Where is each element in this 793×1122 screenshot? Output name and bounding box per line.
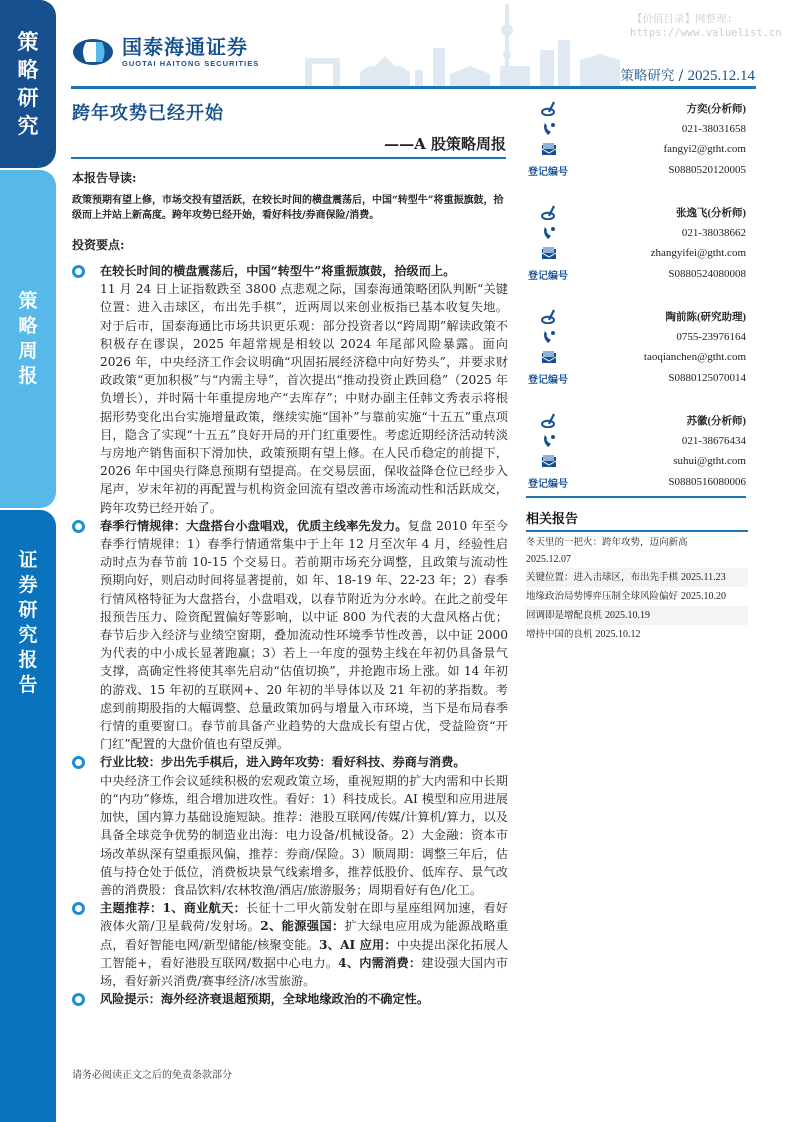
email-icon [541,349,557,365]
related-report-item[interactable] [526,587,748,606]
bullet-ring-icon [72,993,85,1006]
guide-heading: 本报告导读: [72,171,137,185]
email-icon [541,245,557,261]
related-report-date: 2025.10.20 [681,591,727,602]
analyst-name: 陶前陈(研究助理) [665,311,746,323]
related-report-date: 2025.10.12 [595,629,641,640]
analyst-rule [526,496,746,498]
side-tab-char: 报 [18,365,38,387]
report-title: 跨年攻势已经开始 [72,103,224,124]
registration-label: 登记编号 [528,166,568,178]
registration-number: S0880520120005 [668,164,746,177]
guide-text: 政策预期有望上修，市场交投有望活跃，在较长时间的横盘震荡后，中国“转型牛”将重振旗鼓，拾级而上并站上新高度。跨年攻势已经开始，看好科技/券商保险/消费。 [72,195,504,221]
side-tab-char: 究 [17,113,39,138]
side-tab-char: 研 [18,599,38,621]
analyst-phone: 0755-23976164 [676,330,746,343]
side-tab-char: 策 [17,29,39,54]
watermark [630,12,782,40]
pen-icon [541,100,557,116]
company-logo [72,36,259,68]
report-category-date [620,64,755,85]
side-tab-char: 告 [18,674,38,696]
pen-icon [541,204,557,220]
pen-icon [541,412,557,428]
registration-number: S0880524080008 [668,268,746,281]
separator: / [678,68,684,84]
side-tab-char: 周 [18,340,38,362]
side-tab-strategy-weekly [0,170,56,508]
point-body: 复盘 2010 年至今春季行情规律：1）春季行情通常集中于上年 12 月至次年 4 月，经验性启动时点为春节前 10-15 个交易日。若前期市场充分调整，且政策与流动性预期向好，则启动时间将显著提前，如 年、18-19 年、22-23 年；2）春季行情风格特征为大盘搭台，小盘唱戏，以春节附近为分水岭。在此之前受年报预告压力、险资配置偏好等影响，以中证 800 为代表的大盘风格占优；春节后步入经济与业绩空窗期，叠加流动性环境季节性改善，以中证 2000 为代表的中小成长显著跑赢；3）若上一年度的强势主线在年初仍具备景气支撑，高确定性将使其率先启动“估值切换”，并抢跑市场上涨。如 14 年初的游戏、15 年初的互联网+、20 年初的半导体以及 21 年初的茅指数。考虑到前期股指的大幅调整、总量政策加码与增量入市环境，当下是布局春季行情的重要窗口。春节前具备产业趋势的大盘成长有望占优，受益险资“开门红”配置的大盘价值也有望反弹。 [100,518,509,752]
registration-label: 登记编号 [528,478,568,490]
related-report-item[interactable] [526,606,748,625]
side-tab-char: 略 [18,315,38,337]
disclaimer-note: 请务必阅读正文之后的免责条款部分 [72,1070,232,1081]
analyst-email[interactable]: fangyi2@gtht.com [663,143,746,156]
report-subtitle: ——A 股策略周报 [384,135,506,153]
point-lead: 风险提示：海外经济衰退超预期，全球地缘政治的不确定性。 [100,992,430,1007]
related-report-title: 增持中国的良机 [526,629,593,640]
analyst-phone: 021-38038662 [681,226,746,239]
analyst-card [528,306,746,410]
analyst-card [528,98,746,202]
related-report-item[interactable] [526,568,748,587]
related-reports-heading: 相关报告 [526,508,748,532]
related-report-title: 地缘政治局势博弈压制全球风险偏好 [526,591,679,602]
theme-label: 4、内需消费： [338,955,422,970]
theme-label: 3、AI 应用： [319,937,397,952]
analyst-card [528,202,746,306]
related-report-item[interactable] [526,532,748,568]
investment-points-list [72,262,508,1008]
theme-text: 长征十二甲火箭发射在即与星座组网加速，看好液体火箭/卫星载荷/发射场。 [100,901,509,934]
analyst-name: 苏徽(分析师) [686,415,746,427]
header-rule-right [506,86,756,89]
investment-point [72,262,508,517]
related-report-date: 2025.12.07 [526,554,571,565]
point-body: 11 月 24 日上证指数跌至 3800 点悲观之际，国泰海通策略团队判断“关键位置：进入击球区，布出先手棋”，近两周以来创业板指已基本收复失地。对于后市，国泰海通比市场共识更乐观：部分投资者以“跨周期”解读政策不积极存在谬误，2025 年超常规是相较以 2024 年尾部风险暴露。面向 2026 年，中央经济工作会议明确“巩固拓展经济稳中向好势头”，并要求财政政策“更加积极”与“内需主导”，首次提出“推动投资止跌回稳”（2025 年负增长），并时隔十年重提房地产“去库存”；中财办副主任韩文秀表示将根据形势变化出台实施增量政策，继续实施“国补”与靠前实施“十五五”重点项目，隐含了实现“十五五”良好开局的开门红重要性。考虑近期经济活动转淡与房地产销售面积下滑加快，政策预期有望上修。在人民币稳定的前提下，2026 年中国央行降息预期有望提高。在交易层面，保收益降仓位已经步入尾声，岁末年初的再配置与机构资金回流有望改善市场流动性和活跃成交，跨年攻势已经开始了。 [100,282,508,515]
logo-chinese-name: 国泰海通证券 [122,35,248,59]
point-body: 中央经济工作会议延续积极的宏观政策立场，重视短期的扩大内需和中长期的“内功”修炼，组合增加进攻性。看好：1）科技成长。AI 模型和应用进展加快，国内算力基础设施短缺。推荐：港股互联网/传媒/计算机/算力，以及具备全球竞争优势的制造业出海：电力设备/机械设备。2）大金融：资本市场改革纵深有望重振风偏，推荐：券商/保险。3）顺周期：调整三年后，估值与持仓处于低位，消费板块景气线索增多，推荐低股价、低库存、景气改善的消费股：食品饮料/农林牧渔/酒店/旅游服务；周期看好有色/化工。 [100,773,508,897]
analyst-email[interactable]: taoqianchen@gtht.com [643,351,746,364]
report-intro [72,166,508,253]
theme-text: 建设强大国内市场，看好新兴消费/赛事经济/冰雪旅游。 [100,955,508,988]
report-date: 2025.12.14 [687,68,755,84]
related-report-date: 2025.10.19 [605,610,651,621]
investment-point [72,753,508,899]
phone-icon [541,329,557,345]
logo-mark-icon [72,38,114,66]
analyst-email[interactable]: suhui@gtht.com [673,455,746,468]
analyst-phone: 021-38676434 [681,434,746,447]
investment-points-heading: 投资要点: [72,238,125,252]
side-tab-char: 证 [18,549,38,571]
watermark-line: 【价值目录】网整理: [632,13,733,25]
title-rule [71,157,506,159]
watermark-url: https://www.valuelist.cn [630,27,782,39]
related-reports [526,508,748,644]
phone-icon [541,433,557,449]
related-report-item[interactable] [526,625,748,644]
point-lead: 春季行情规律：大盘搭台小盘唱戏，优质主线率先发力。 [100,518,408,533]
theme-text: 扩大绿电应用成为能源战略重点，看好智能电网/新型储能/核聚变能。 [100,919,508,952]
side-tab-char: 略 [17,57,39,82]
investment-point [72,899,508,990]
bullet-ring-icon [72,902,85,915]
theme-label: 1、商业航天： [162,901,247,916]
investment-point [72,517,508,754]
registration-number: S0880516080006 [668,476,746,489]
related-report-date: 2025.11.23 [681,572,726,583]
point-lead: 在较长时间的横盘震荡后，中国“转型牛”将重振旗鼓，拾级而上。 [100,264,456,278]
side-tab-char: 究 [18,624,38,646]
point-lead: 行业比较：步出先手棋后，进入跨年攻势：看好科技、券商与消费。 [100,755,466,770]
related-report-title: 回调即是增配良机 [526,610,603,621]
logo-english-name: GUOTAI HAITONG SECURITIES [122,59,260,68]
analyst-card [528,410,746,514]
email-icon [541,453,557,469]
analyst-name: 张逸飞(分析师) [676,207,746,219]
bullet-ring-icon [72,520,85,533]
theme-text: 中央提出深化拓展人工智能+，看好港股互联网/数据中心电力。 [100,937,509,970]
side-tab-char: 券 [18,574,38,596]
header-rule [71,86,506,89]
registration-label: 登记编号 [528,270,568,282]
point-lead: 主题推荐： [100,901,163,916]
analyst-list [528,98,746,514]
bullet-ring-icon [72,756,85,769]
investment-point [72,990,508,1008]
bullet-ring-icon [72,265,85,278]
analyst-email[interactable]: zhangyifei@gtht.com [650,247,746,260]
side-tab-char: 策 [18,290,38,312]
pen-icon [541,308,557,324]
phone-icon [541,121,557,137]
registration-number: S0880125070014 [668,372,746,385]
email-icon [541,141,557,157]
registration-label: 登记编号 [528,374,568,386]
related-report-title: 关键位置：进入击球区，布出先手棋 [526,572,679,583]
side-tab-char: 研 [17,85,39,110]
phone-icon [541,225,557,241]
theme-label: 2、能源强国： [260,919,345,934]
related-report-title: 冬天里的一把火：跨年攻势，迈向新高 [526,537,688,548]
report-category: 策略研究 [620,68,675,84]
analyst-phone: 021-38031658 [681,122,746,135]
side-tab-strategy-research [0,0,56,168]
side-tab-securities-report [0,510,56,1122]
side-tab-char: 报 [18,649,38,671]
analyst-name: 方奕(分析师) [686,103,746,115]
